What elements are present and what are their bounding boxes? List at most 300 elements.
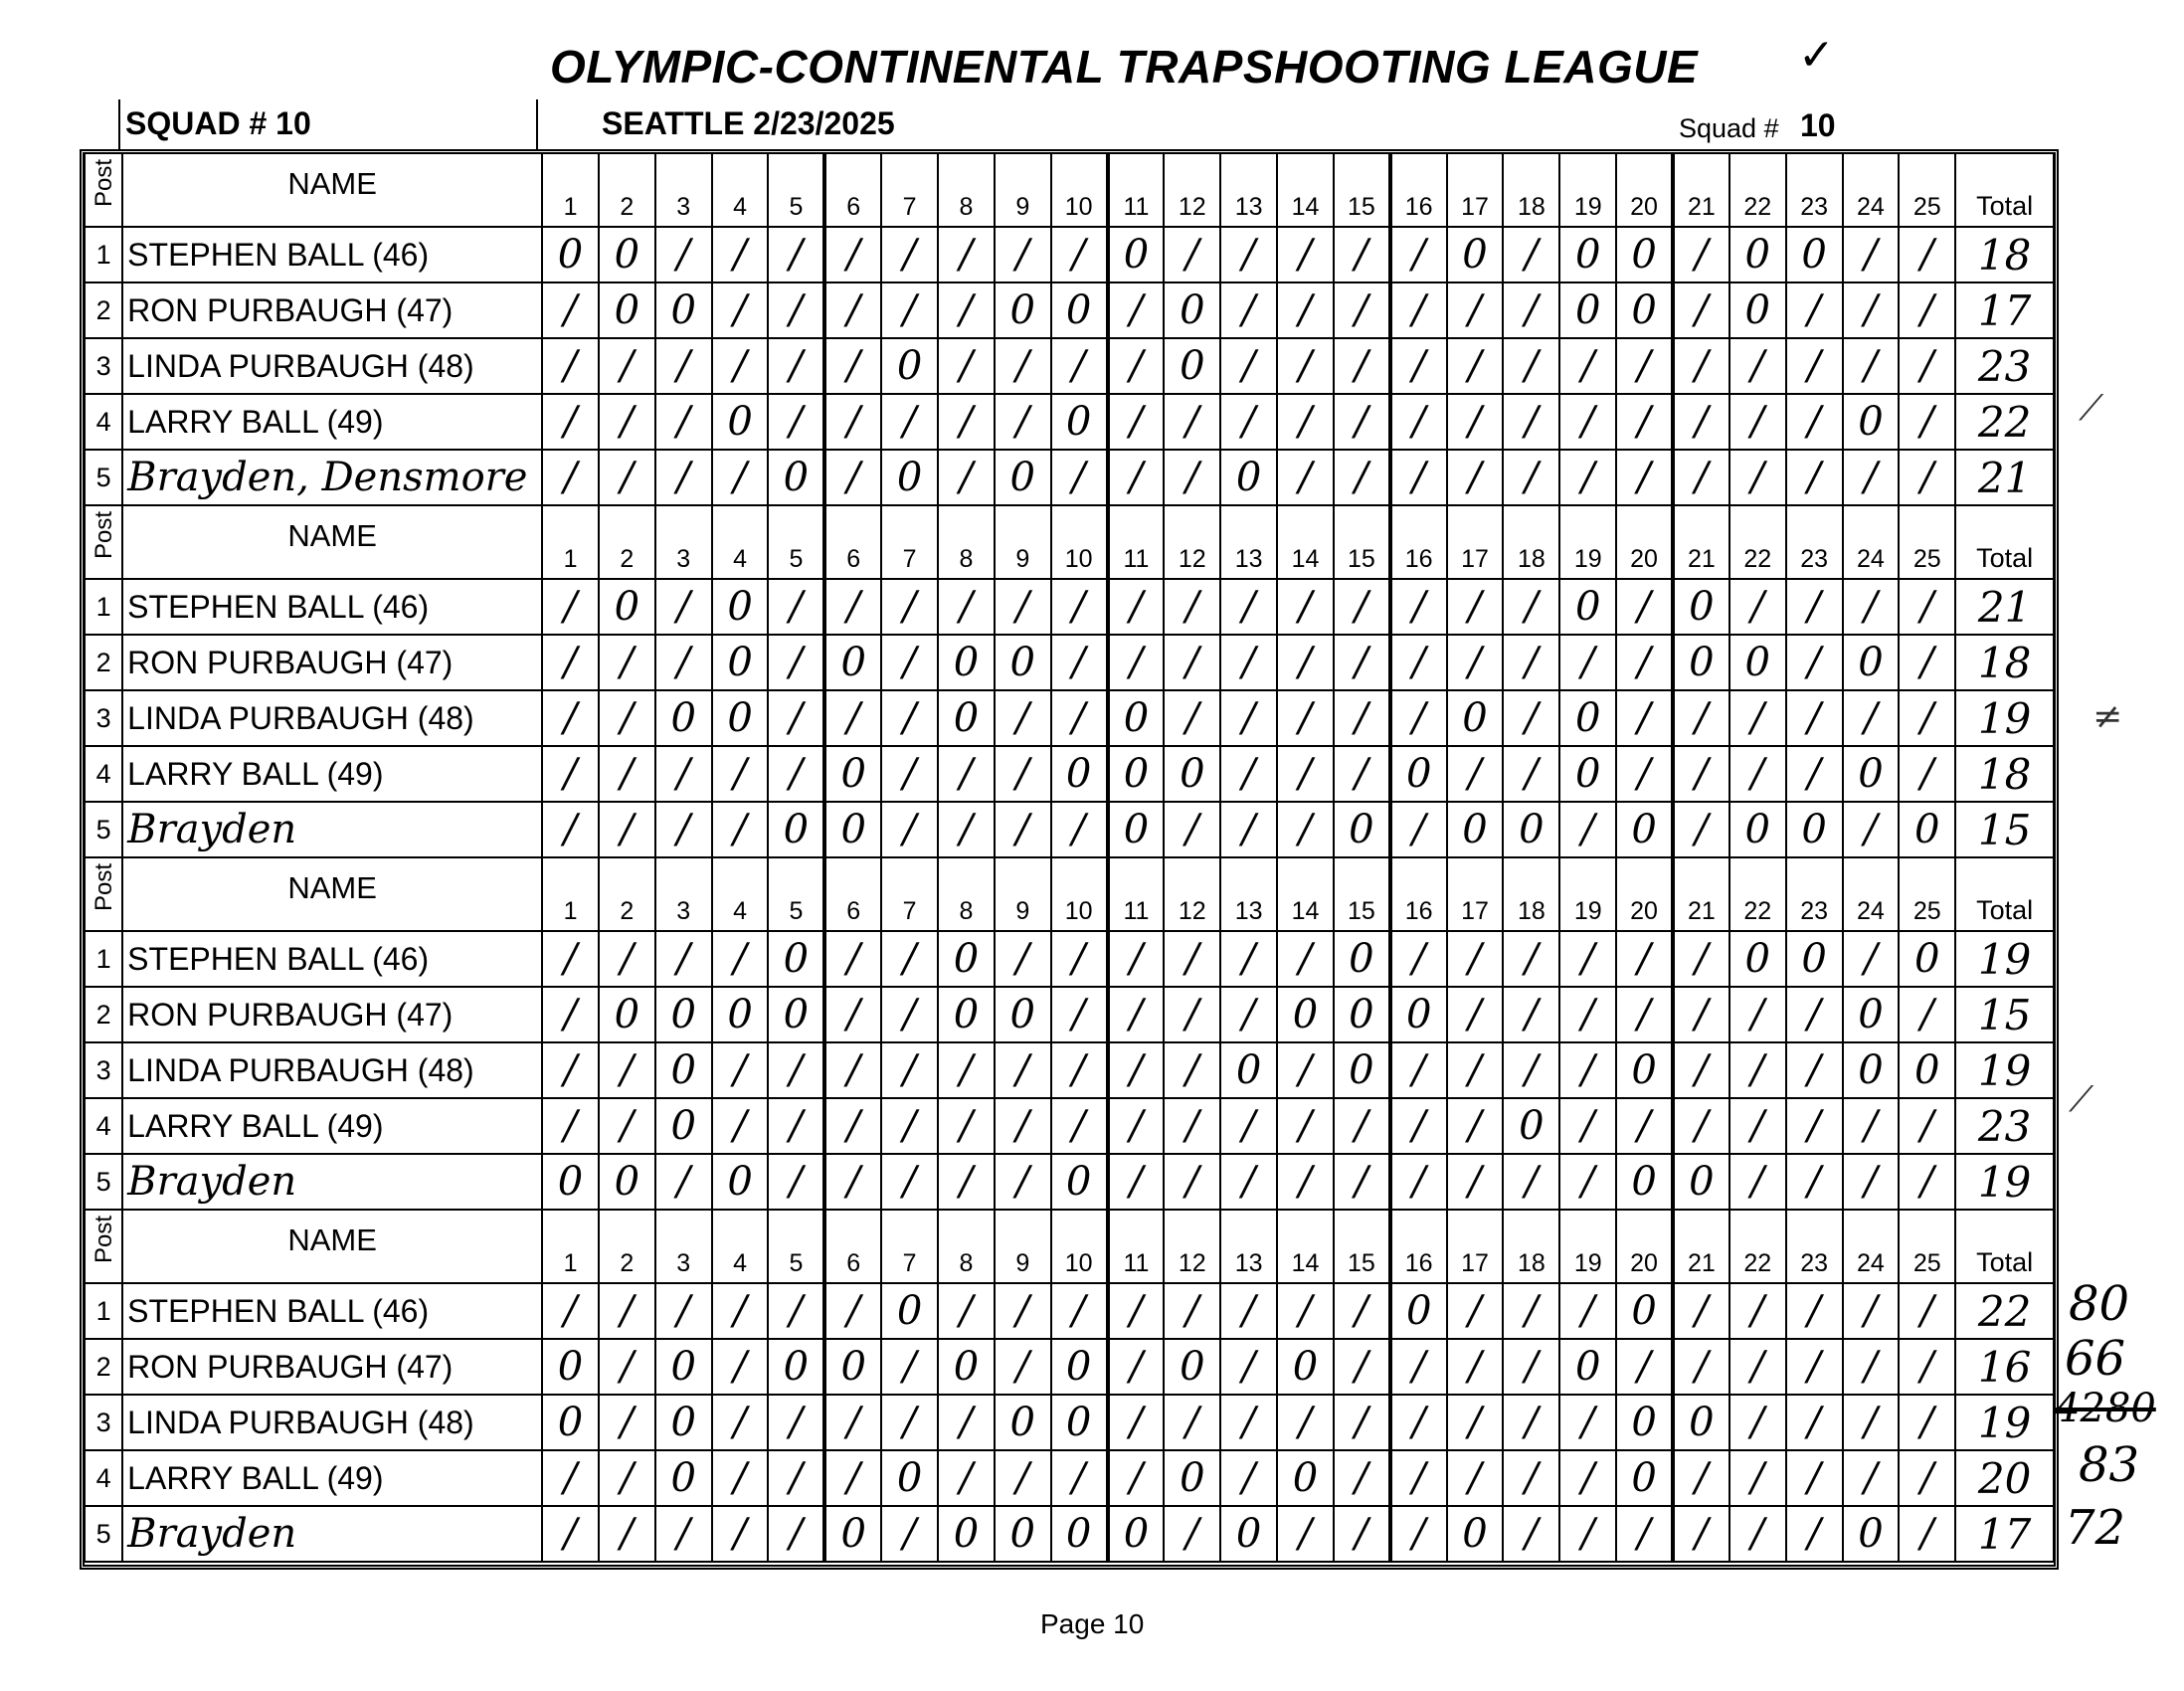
target-score: / bbox=[1390, 579, 1447, 635]
target-number-header: 19 bbox=[1559, 857, 1616, 931]
shooter-row bbox=[85, 635, 2054, 690]
shooter-name: STEPHEN BALL (46) bbox=[122, 579, 542, 635]
target-score: / bbox=[599, 450, 655, 505]
target-score: 0 bbox=[1616, 227, 1673, 282]
target-score: 0 bbox=[768, 1339, 824, 1395]
target-score: / bbox=[655, 394, 712, 450]
target-number-header: 5 bbox=[768, 505, 824, 579]
post-header bbox=[85, 857, 122, 931]
target-score: 0 bbox=[1334, 987, 1390, 1042]
target-score: 0 bbox=[1334, 802, 1390, 857]
target-score: / bbox=[1220, 227, 1277, 282]
target-score: / bbox=[1447, 746, 1504, 802]
target-score: / bbox=[881, 690, 938, 746]
target-score: / bbox=[1164, 1506, 1220, 1562]
target-number-header: 3 bbox=[655, 1210, 712, 1283]
target-score: / bbox=[542, 987, 599, 1042]
shooter-row bbox=[85, 1098, 2054, 1154]
target-score: 0 bbox=[655, 1450, 712, 1506]
target-score: 0 bbox=[655, 987, 712, 1042]
target-score: / bbox=[542, 394, 599, 450]
target-score: / bbox=[1277, 282, 1334, 338]
target-score: / bbox=[1108, 1042, 1165, 1098]
target-score: / bbox=[1164, 579, 1220, 635]
target-number-header: 10 bbox=[1051, 857, 1108, 931]
target-number-header: 23 bbox=[1786, 857, 1843, 931]
target-number-header: 1 bbox=[542, 1210, 599, 1283]
target-score: / bbox=[542, 690, 599, 746]
name-header: NAME bbox=[122, 153, 542, 227]
target-score: / bbox=[1673, 1283, 1729, 1339]
target-number-header: 14 bbox=[1277, 857, 1334, 931]
shooter-row bbox=[85, 579, 2054, 635]
target-score: / bbox=[712, 802, 769, 857]
target-number-header: 25 bbox=[1899, 1210, 1955, 1283]
target-score: / bbox=[1729, 1283, 1786, 1339]
target-score: / bbox=[1786, 1154, 1843, 1210]
target-score: 0 bbox=[599, 987, 655, 1042]
target-score: / bbox=[1220, 1450, 1277, 1506]
target-score: / bbox=[1220, 579, 1277, 635]
shooter-row bbox=[85, 1506, 2054, 1562]
target-score: / bbox=[1447, 931, 1504, 987]
target-score: / bbox=[1220, 635, 1277, 690]
shooter-row bbox=[85, 1154, 2054, 1210]
target-number-header: 4 bbox=[712, 1210, 769, 1283]
shooter-name: Brayden bbox=[122, 802, 542, 857]
target-score: 0 bbox=[995, 1506, 1051, 1562]
target-score: / bbox=[1334, 338, 1390, 394]
target-score: 0 bbox=[1559, 282, 1616, 338]
target-score: 0 bbox=[1164, 282, 1220, 338]
target-score: / bbox=[1559, 1283, 1616, 1339]
target-number-header: 8 bbox=[938, 153, 995, 227]
target-score: / bbox=[1899, 227, 1955, 282]
target-score: / bbox=[542, 579, 599, 635]
target-number-header: 20 bbox=[1616, 857, 1673, 931]
target-score: / bbox=[542, 746, 599, 802]
target-score: / bbox=[938, 1395, 995, 1450]
target-score: / bbox=[995, 1154, 1051, 1210]
target-score: / bbox=[1220, 1098, 1277, 1154]
target-number-header: 1 bbox=[542, 857, 599, 931]
target-score: / bbox=[824, 931, 881, 987]
target-score: / bbox=[768, 338, 824, 394]
target-score: / bbox=[1447, 394, 1504, 450]
target-score: / bbox=[1447, 1450, 1504, 1506]
target-score: / bbox=[881, 394, 938, 450]
target-score: / bbox=[712, 338, 769, 394]
target-score: / bbox=[1108, 1154, 1165, 1210]
squad-label-left: SQUAD # 10 bbox=[125, 105, 311, 141]
target-score: / bbox=[1843, 1098, 1900, 1154]
target-score: / bbox=[938, 1450, 995, 1506]
target-score: / bbox=[1390, 394, 1447, 450]
target-number-header: 3 bbox=[655, 857, 712, 931]
post-header bbox=[85, 1210, 122, 1283]
target-score: / bbox=[1447, 338, 1504, 394]
target-score: 0 bbox=[768, 931, 824, 987]
target-score: 0 bbox=[1051, 1154, 1108, 1210]
target-score: / bbox=[1108, 338, 1165, 394]
target-score: 0 bbox=[881, 1450, 938, 1506]
target-score: / bbox=[1220, 746, 1277, 802]
target-score: / bbox=[1334, 635, 1390, 690]
target-score: / bbox=[1164, 802, 1220, 857]
target-score: 0 bbox=[1277, 987, 1334, 1042]
target-score: 0 bbox=[1729, 931, 1786, 987]
header-divider bbox=[536, 99, 538, 149]
target-number-header: 6 bbox=[824, 153, 881, 227]
target-score: 0 bbox=[995, 1395, 1051, 1450]
round-total: 22 bbox=[1955, 1283, 2054, 1339]
target-score: / bbox=[1729, 1098, 1786, 1154]
target-score: / bbox=[824, 579, 881, 635]
target-score: / bbox=[1164, 227, 1220, 282]
target-score: / bbox=[1108, 1098, 1165, 1154]
target-number-header: 19 bbox=[1559, 153, 1616, 227]
target-score: / bbox=[1334, 579, 1390, 635]
target-score: / bbox=[1673, 338, 1729, 394]
target-score: / bbox=[824, 1283, 881, 1339]
target-score: / bbox=[1503, 987, 1559, 1042]
target-score: / bbox=[1390, 1450, 1447, 1506]
target-score: 0 bbox=[655, 690, 712, 746]
target-number-header: 18 bbox=[1503, 1210, 1559, 1283]
target-score: / bbox=[1899, 1098, 1955, 1154]
target-score: / bbox=[1616, 1339, 1673, 1395]
target-score: / bbox=[1108, 579, 1165, 635]
target-score: / bbox=[1616, 690, 1673, 746]
target-score: / bbox=[1390, 931, 1447, 987]
target-score: / bbox=[1673, 746, 1729, 802]
target-number-header: 2 bbox=[599, 1210, 655, 1283]
round-total: 23 bbox=[1955, 1098, 2054, 1154]
target-score: / bbox=[599, 1450, 655, 1506]
target-score: / bbox=[599, 1395, 655, 1450]
target-score: 0 bbox=[1164, 746, 1220, 802]
target-score: / bbox=[655, 802, 712, 857]
target-score: 0 bbox=[995, 282, 1051, 338]
target-number-header: 21 bbox=[1673, 857, 1729, 931]
target-score: 0 bbox=[1164, 1450, 1220, 1506]
target-score: / bbox=[881, 282, 938, 338]
target-score: / bbox=[1220, 338, 1277, 394]
target-score: / bbox=[768, 579, 824, 635]
target-score: / bbox=[1786, 1098, 1843, 1154]
score-block bbox=[84, 1209, 2055, 1563]
shooter-row bbox=[85, 227, 2054, 282]
target-score: 0 bbox=[1277, 1339, 1334, 1395]
target-score: / bbox=[995, 1450, 1051, 1506]
target-score: / bbox=[1843, 338, 1900, 394]
post-number: 3 bbox=[85, 690, 122, 746]
target-score: / bbox=[655, 931, 712, 987]
target-number-header: 9 bbox=[995, 1210, 1051, 1283]
target-score: / bbox=[995, 1339, 1051, 1395]
target-score: 0 bbox=[1503, 802, 1559, 857]
target-score: / bbox=[824, 338, 881, 394]
target-score: / bbox=[1220, 1154, 1277, 1210]
target-score: 0 bbox=[1503, 1098, 1559, 1154]
target-score: / bbox=[1108, 1395, 1165, 1450]
target-score: 0 bbox=[599, 1154, 655, 1210]
target-score: / bbox=[1447, 1395, 1504, 1450]
target-number-header: 12 bbox=[1164, 505, 1220, 579]
target-score: / bbox=[599, 635, 655, 690]
target-score: 0 bbox=[1447, 1506, 1504, 1562]
target-number-header: 9 bbox=[995, 153, 1051, 227]
shooter-name: LARRY BALL (49) bbox=[122, 1098, 542, 1154]
target-score: 0 bbox=[1729, 635, 1786, 690]
target-number-header: 24 bbox=[1843, 1210, 1900, 1283]
target-score: 0 bbox=[1390, 1283, 1447, 1339]
shooter-name: LINDA PURBAUGH (48) bbox=[122, 690, 542, 746]
target-score: / bbox=[1390, 1506, 1447, 1562]
target-score: / bbox=[1616, 450, 1673, 505]
target-score: 0 bbox=[1843, 746, 1900, 802]
target-number-header: 10 bbox=[1051, 505, 1108, 579]
target-score: / bbox=[768, 690, 824, 746]
target-score: 0 bbox=[1220, 450, 1277, 505]
target-score: 0 bbox=[1108, 690, 1165, 746]
target-score: / bbox=[1108, 1450, 1165, 1506]
target-score: / bbox=[1616, 338, 1673, 394]
target-score: / bbox=[1164, 1042, 1220, 1098]
target-score: 0 bbox=[1277, 1450, 1334, 1506]
margin-scribble: ⟋ bbox=[2069, 1079, 2094, 1120]
target-score: / bbox=[1051, 635, 1108, 690]
target-score: 0 bbox=[1051, 394, 1108, 450]
target-score: / bbox=[655, 746, 712, 802]
target-number-header: 25 bbox=[1899, 153, 1955, 227]
target-score: / bbox=[938, 227, 995, 282]
shooter-name: LARRY BALL (49) bbox=[122, 1450, 542, 1506]
round-total: 21 bbox=[1955, 579, 2054, 635]
target-score: / bbox=[824, 1154, 881, 1210]
target-score: / bbox=[1051, 450, 1108, 505]
target-score: / bbox=[1843, 282, 1900, 338]
target-score: / bbox=[1843, 579, 1900, 635]
target-score: / bbox=[995, 690, 1051, 746]
target-score: / bbox=[1786, 1042, 1843, 1098]
target-score: / bbox=[1729, 987, 1786, 1042]
target-score: / bbox=[938, 394, 995, 450]
target-number-header: 13 bbox=[1220, 857, 1277, 931]
target-score: / bbox=[1051, 227, 1108, 282]
target-score: 0 bbox=[712, 579, 769, 635]
target-score: / bbox=[1503, 1450, 1559, 1506]
target-score: / bbox=[655, 1154, 712, 1210]
target-score: / bbox=[1673, 394, 1729, 450]
target-score: / bbox=[542, 931, 599, 987]
target-score: / bbox=[599, 1339, 655, 1395]
target-score: / bbox=[1334, 690, 1390, 746]
target-score: / bbox=[1843, 1339, 1900, 1395]
target-score: 0 bbox=[1673, 1395, 1729, 1450]
target-number-header: 8 bbox=[938, 505, 995, 579]
target-score: / bbox=[1616, 931, 1673, 987]
target-score: / bbox=[1108, 282, 1165, 338]
target-score: / bbox=[1899, 987, 1955, 1042]
target-score: / bbox=[1616, 394, 1673, 450]
target-score: / bbox=[824, 987, 881, 1042]
name-header: NAME bbox=[122, 857, 542, 931]
page-number: Page 10 bbox=[1040, 1608, 1145, 1639]
target-score: / bbox=[881, 579, 938, 635]
header-row bbox=[85, 505, 2054, 579]
target-score: / bbox=[1164, 1154, 1220, 1210]
target-score: / bbox=[1899, 579, 1955, 635]
post-number: 5 bbox=[85, 1154, 122, 1210]
target-score: 0 bbox=[1843, 394, 1900, 450]
target-score: / bbox=[1729, 1506, 1786, 1562]
target-score: / bbox=[1843, 1283, 1900, 1339]
target-score: / bbox=[1447, 1098, 1504, 1154]
target-score: / bbox=[1559, 450, 1616, 505]
target-score: / bbox=[655, 579, 712, 635]
target-score: 0 bbox=[938, 931, 995, 987]
target-number-header: 7 bbox=[881, 1210, 938, 1283]
target-score: / bbox=[542, 1450, 599, 1506]
total-header: Total bbox=[1955, 1210, 2054, 1283]
target-score: / bbox=[1503, 450, 1559, 505]
target-score: / bbox=[1503, 579, 1559, 635]
target-score: 0 bbox=[1390, 987, 1447, 1042]
target-score: 0 bbox=[1616, 1042, 1673, 1098]
target-number-header: 3 bbox=[655, 153, 712, 227]
target-score: / bbox=[1220, 802, 1277, 857]
target-score: / bbox=[1051, 931, 1108, 987]
target-number-header: 4 bbox=[712, 153, 769, 227]
target-score: / bbox=[824, 450, 881, 505]
target-score: / bbox=[542, 1042, 599, 1098]
target-number-header: 18 bbox=[1503, 505, 1559, 579]
target-number-header: 11 bbox=[1108, 505, 1165, 579]
post-number: 4 bbox=[85, 394, 122, 450]
target-score: 0 bbox=[1108, 227, 1165, 282]
target-score: 0 bbox=[1108, 746, 1165, 802]
target-score: / bbox=[768, 394, 824, 450]
target-score: / bbox=[768, 1450, 824, 1506]
shooter-name: STEPHEN BALL (46) bbox=[122, 227, 542, 282]
target-score: / bbox=[1051, 1098, 1108, 1154]
target-score: 0 bbox=[712, 1154, 769, 1210]
target-score: / bbox=[881, 635, 938, 690]
post-header-label: Post bbox=[91, 862, 117, 911]
target-number-header: 22 bbox=[1729, 1210, 1786, 1283]
target-score: / bbox=[1899, 1154, 1955, 1210]
target-score: 0 bbox=[1899, 802, 1955, 857]
target-score: / bbox=[1277, 1283, 1334, 1339]
shooter-row bbox=[85, 1339, 2054, 1395]
round-total: 19 bbox=[1955, 931, 2054, 987]
shooter-row bbox=[85, 1042, 2054, 1098]
target-score: 0 bbox=[712, 987, 769, 1042]
target-number-header: 12 bbox=[1164, 1210, 1220, 1283]
target-number-header: 23 bbox=[1786, 505, 1843, 579]
target-score: 0 bbox=[881, 450, 938, 505]
target-score: / bbox=[1559, 931, 1616, 987]
target-score: / bbox=[1051, 338, 1108, 394]
target-score: / bbox=[1164, 450, 1220, 505]
target-number-header: 18 bbox=[1503, 857, 1559, 931]
target-score: 0 bbox=[824, 802, 881, 857]
target-score: / bbox=[1108, 1339, 1165, 1395]
target-score: 0 bbox=[938, 1506, 995, 1562]
margin-total: 4280 bbox=[2055, 1386, 2156, 1431]
target-score: / bbox=[1673, 1098, 1729, 1154]
margin-total: 80 bbox=[2069, 1276, 2130, 1332]
shooter-row bbox=[85, 1283, 2054, 1339]
target-score: / bbox=[1786, 1395, 1843, 1450]
target-number-header: 17 bbox=[1447, 153, 1504, 227]
target-number-header: 8 bbox=[938, 1210, 995, 1283]
target-score: / bbox=[1503, 227, 1559, 282]
target-score: 0 bbox=[938, 690, 995, 746]
target-score: / bbox=[938, 579, 995, 635]
target-score: / bbox=[1786, 450, 1843, 505]
margin-scribble: ≠ bbox=[2093, 696, 2123, 737]
target-score: / bbox=[1786, 987, 1843, 1042]
target-score: / bbox=[1843, 931, 1900, 987]
target-score: / bbox=[1108, 394, 1165, 450]
target-score: 0 bbox=[1729, 802, 1786, 857]
target-number-header: 17 bbox=[1447, 1210, 1504, 1283]
target-score: 0 bbox=[938, 1339, 995, 1395]
target-score: 0 bbox=[542, 227, 599, 282]
target-score: 0 bbox=[881, 338, 938, 394]
target-score: / bbox=[1786, 394, 1843, 450]
target-score: / bbox=[1164, 1283, 1220, 1339]
target-score: / bbox=[1277, 450, 1334, 505]
target-score: / bbox=[1786, 1506, 1843, 1562]
target-score: / bbox=[1559, 394, 1616, 450]
target-score: / bbox=[1334, 1339, 1390, 1395]
target-score: / bbox=[542, 282, 599, 338]
target-number-header: 12 bbox=[1164, 153, 1220, 227]
target-score: / bbox=[1899, 1506, 1955, 1562]
target-score: / bbox=[542, 802, 599, 857]
margin-total: 72 bbox=[2065, 1500, 2126, 1556]
target-score: / bbox=[1786, 338, 1843, 394]
target-score: / bbox=[1051, 802, 1108, 857]
round-total: 20 bbox=[1955, 1450, 2054, 1506]
target-number-header: 23 bbox=[1786, 153, 1843, 227]
target-score: / bbox=[599, 1506, 655, 1562]
target-score: / bbox=[1503, 690, 1559, 746]
target-score: 0 bbox=[1051, 1395, 1108, 1450]
target-score: 0 bbox=[1390, 746, 1447, 802]
target-score: 0 bbox=[768, 987, 824, 1042]
target-score: / bbox=[1616, 746, 1673, 802]
target-score: / bbox=[1220, 931, 1277, 987]
target-score: / bbox=[1843, 1154, 1900, 1210]
target-score: / bbox=[1220, 1339, 1277, 1395]
target-score: 0 bbox=[655, 1339, 712, 1395]
round-total: 18 bbox=[1955, 746, 2054, 802]
target-number-header: 16 bbox=[1390, 1210, 1447, 1283]
target-score: / bbox=[1503, 338, 1559, 394]
target-score: / bbox=[1051, 690, 1108, 746]
target-score: / bbox=[1616, 987, 1673, 1042]
target-score: / bbox=[768, 1283, 824, 1339]
shooter-row bbox=[85, 1395, 2054, 1450]
check-mark-icon: ✓ bbox=[1798, 30, 1835, 81]
target-score: 0 bbox=[938, 635, 995, 690]
target-score: / bbox=[881, 1506, 938, 1562]
target-score: / bbox=[1899, 635, 1955, 690]
